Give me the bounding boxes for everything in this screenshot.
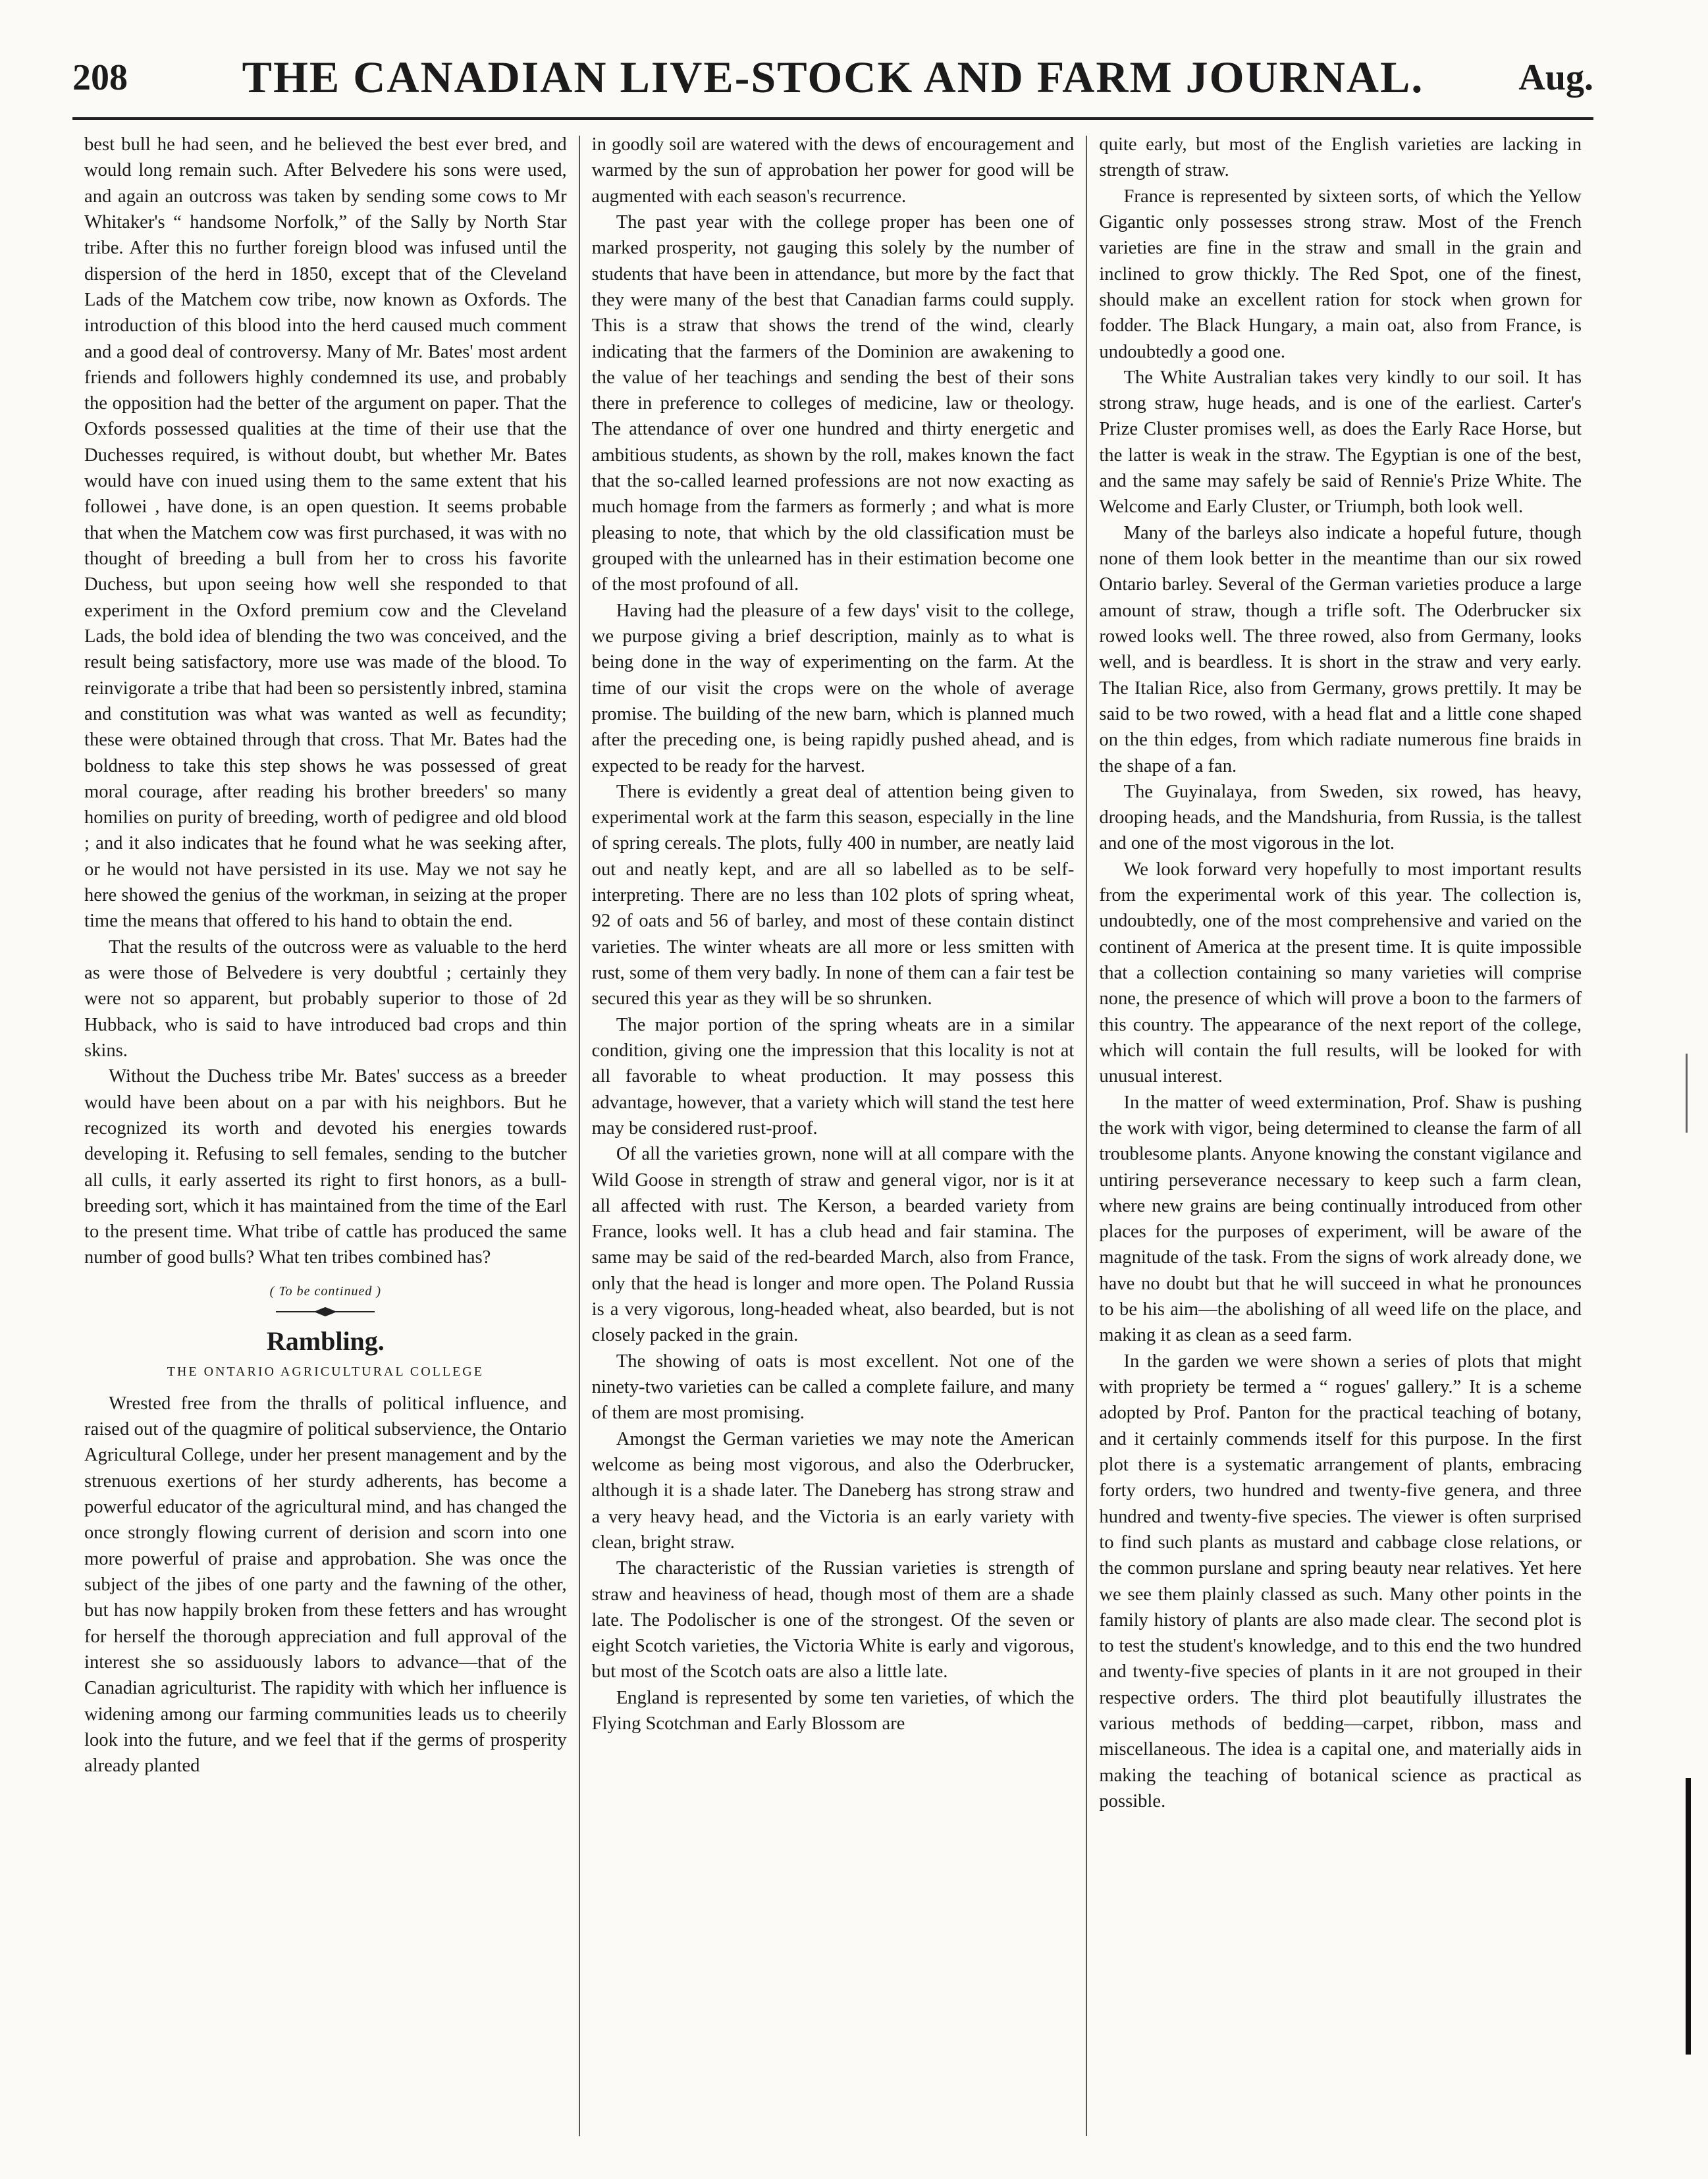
- paragraph: Without the Duchess tribe Mr. Bates' success as a breeder would have been about on a par with his neighbors. But he recognized its worth and devoted his energies towards developing it. Refusing to sell females, sending to the butcher all culls, it early asserted its right to first honors, as a bull-breeding sort, which it has maintained from the time of the Earl to the present time. What tribe of cattle has produced the same number of good bulls? What ten tribes combined has?: [84, 1066, 567, 1268]
- journal-title: THE CANADIAN LIVE-STOCK AND FARM JOURNAL.: [242, 52, 1424, 102]
- paragraph: Many of the barleys also indicate a hopeful future, though none of them look better in the meantime than our six rowed Ontario barley. Several of the German varieties produce a large amount of straw, though a trifle soft. The Oderbrucker six rowed looks well. The three rowed, also from Germany, looks well, and is beardless. It is short in the straw and very early. The Italian Rice, also from Germany, grows prettily. It may be said to be two rowed, with a head flat and a little cone shaped on the thin edges, from which radiate numerous fine braids in the shape of a fan.: [1099, 522, 1582, 776]
- paragraph: Amongst the German varieties we may note the American welcome as being most vigorous, and also the Oderbrucker, although it is a shade later. The Daneberg has strong straw and a very heavy head, and the Victoria is an early variety with clean, bright straw.: [591, 1428, 1075, 1553]
- page-header: [72, 45, 1593, 117]
- paragraph: England is represented by some ten varieties, of which the Flying Scotchman and Early Blossom are: [591, 1687, 1075, 1735]
- paragraph: The showing of oats is most excellent. Not one of the ninety-two varieties can be called a complete failure, and many of them are most promising.: [591, 1351, 1075, 1424]
- column-2: [580, 132, 1086, 2140]
- paragraph: France is represented by sixteen sorts, of which the Yellow Gigantic only possesses strong straw. Most of the French varieties are fine in the straw and small in the grain and inclined to grow thickly. The Red Spot, one of the finest, should make an excellent ration for stock when grown for fodder. The Black Hungary, a main oat, also from France, is undoubtedly a good one.: [1099, 186, 1582, 362]
- paragraph: We look forward very hopefully to most important results from the experimental work of this year. The collection is, undoubtedly, one of the most comprehensive and varied on the continent of America at the present time. It is quite impossible that a collection containing so many varieties will comprise none, the presence of which will prove a boon to the farmers of this country. The appearance of the next report of the college, which will contain the full results, will be looked for with unusual interest.: [1099, 859, 1582, 1087]
- paragraph: The White Australian takes very kindly to our soil. It has strong straw, huge heads, and is one of the earliest. Carter's Prize Cluster promises well, as does the Early Race Horse, but the latter is weak in the straw. The Egyptian is one of the best, and the same may safely be said of Rennie's Prize White. The Welcome and Early Cluster, or Triumph, both look well.: [1099, 367, 1582, 518]
- continued-note: ( To be continued ): [269, 1283, 382, 1299]
- scan-edge-mark: [1686, 1778, 1691, 2055]
- issue-month: Aug.: [1518, 57, 1593, 98]
- page-number: 208: [72, 57, 128, 98]
- paragraph: quite early, but most of the English varieties are lacking in strength of straw.: [1099, 134, 1582, 181]
- paragraph: The past year with the college proper has been one of marked prosperity, not gauging this solely by the number of students that have been in attendance, but more by the fact that they were many of the best that Canadian farms could supply. This is a straw that shows the trend of the wind, clearly indicating that the farmers of the Dominion are awakening to the value of her teachings and sending the best of their sons there in preference to colleges of medicine, law or theology. The attendance of over one hundred and thirty energetic and ambitious students, as shown by the roll, makes known the fact that the so-called learned professions are not now exacting as much homage from the farmers as formerly ; and what is more pleasing to note, that which by the old classification must be grouped with the unlearned has in their estimation become one of the most profound of all.: [591, 211, 1075, 595]
- column-3: [1087, 132, 1593, 2140]
- paragraph: The major portion of the spring wheats are in a similar condition, giving one the impression that this locality is not at all favorable to wheat production. It may possess this advantage, however, that a variety which will stand the test here may be considered rust-proof.: [591, 1014, 1075, 1139]
- paragraph: That the results of the outcross were as valuable to the herd as were those of Belvedere is very doubtful ; certainly they were not so apparent, but probably superior to those of 2d Hubback, who is said to have introduced bad crops and thin skins.: [84, 936, 567, 1061]
- header-rule: [72, 117, 1593, 120]
- paragraph: In the garden we were shown a series of plots that might with propriety be termed a “ rogues' gallery.” It is a scheme adopted by Prof. Panton for the practical teaching of botany, and it certainly commends itself for this purpose. In the first plot there is a systematic arrangement of plants, embracing forty orders, two hundred and twenty-five genera, and three hundred and twenty-five species. The viewer is often surprised to find such plants as mustard and cabbage close relations, or the common purslane and spring beauty near relatives. Yet here we see them plainly classed as such. Many other points in the family history of plants are also made clear. The second plot is to test the student's knowledge, and to this end the two hundred and twenty-five species of plants in it are not grouped in their respective orders. The third plot beautifully illustrates the various methods of bedding—carpet, ribbon, mass and miscellaneous. The idea is a capital one, and materially aids in making the teaching of botanical science as practical as possible.: [1099, 1351, 1582, 1812]
- ornament-divider: [276, 1307, 375, 1316]
- paragraph: There is evidently a great deal of attention being given to experimental work at the farm this season, especially in the line of spring cereals. The plots, fully 400 in number, are neatly laid out and neatly kept, and are all so labelled as to be self-interpreting. There are no less than 102 plots of spring wheat, 92 of oats and 56 of barley, and most of these contain distinct varieties. The winter wheats are all more or less smitten with rust, some of them very badly. In none of them can a fair test be secured this year as they will be so shrunken.: [591, 781, 1075, 1009]
- paragraph: The characteristic of the Russian varieties is strength of straw and heaviness of head, though most of them are a shade late. The Podolischer is one of the strongest. Of the seven or eight Scotch varieties, the Victoria White is early and vigorous, but most of the Scotch oats are also a little late.: [591, 1558, 1075, 1682]
- paragraph: best bull he had seen, and he believed the best ever bred, and would long remain such. After Belvedere his sons were used, and again an outcross was taken by sending some cows to Mr Whitaker's “ handsome Norfolk,” of the Sally by North Star tribe. After this no further foreign blood was infused until the dispersion of the herd in 1850, except that of the Cleveland Lads of the Matchem cow tribe, now known as Oxfords. The introduction of this blood into the herd caused much comment and a good deal of controversy. Many of Mr. Bates' most ardent friends and followers highly condemned its use, and probably the opposition had the better of the argument on paper. That the Oxfords possessed qualities at the time of their use that the Duchesses required, is without doubt, but whether Mr. Bates would have con inued using them to the same extent that his followei , have done, is an open question. It seems probable that when the Matchem cow was first purchased, it was with no thought of breeding a bull from her to cross his favorite Duchess, but upon seeing how well she responded to that experiment in the Oxford premium cow and the Cleveland Lads, the bold idea of blending the two was conceived, and the result being satisfactory, more use was made of the blood. To reinvigorate a tribe that had been so persistently inbred, stamina and constitution was what was wanted as well as fecundity; these were obtained through that cross. That Mr. Bates had the boldness to take this step shows he was possessed of great moral courage, after reading his brother breeders' so many homilies on purity of breeding, worth of pedigree and old blood ; and it also indicates that he found what he was seeking after, or he would not have persisted in its use. May we not say he here showed the genius of the workman, in seizing at the proper time the means that offered to his hand to obtain the end.: [84, 134, 567, 932]
- paragraph: In the matter of weed extermination, Prof. Shaw is pushing the work with vigor, being determined to cleanse the farm of all troublesome plants. Anyone knowing the constant vigilance and untiring perseverance necessary to keep such a farm clean, where new grains are being continually introduced from other places for the purposes of experiment, will be aware of the magnitude of the task. From the signs of work already done, we have no doubt but that he will succeed in what he pronounces to be his aim—the abolishing of all weed life on the place, and making it as clean as a seed farm.: [1099, 1092, 1582, 1346]
- paragraph: Having had the pleasure of a few days' visit to the college, we purpose giving a brief description, mainly as to what is being done in the way of experimenting on the farm. At the time of our visit the crops were on the whole of average promise. The building of the new barn, which is planned much after the preceding one, is being rapidly pushed ahead, and is expected to be ready for the harvest.: [591, 600, 1075, 776]
- column-1: [72, 132, 579, 2140]
- paragraph: Of all the varieties grown, none will at all compare with the Wild Goose in strength of straw and general vigor, nor is it at all affected with rust. The Kerson, a bearded variety from France, looks well. It has a club head and fair stamina. The same may be said of the red-bearded March, also from France, only that the head is longer and more open. The Poland Russia is a very vigorous, long-headed wheat, also bearded, but is not closely packed in the grain.: [591, 1144, 1075, 1346]
- article-columns: [72, 132, 1593, 2140]
- paragraph: The Guyinalaya, from Sweden, six rowed, has heavy, drooping heads, and the Mandshuria, from Russia, is the tallest and one of the most vigorous in the lot.: [1099, 781, 1582, 854]
- paragraph: Wrested free from the thralls of political influence, and raised out of the quagmire of political subservience, the Ontario Agricultural College, under her present management and by the strenuous exertions of her sturdy adherents, has become a powerful educator of the agricultural mind, and has changed the once strongly flowing current of derision and scorn into one more powerful of praise and approbation. She was once the subject of the jibes of one party and the fawning of the other, but has now happily broken from these fetters and has wrought for herself the thorough appreciation and full approval of the interest she so assiduously labors to advance—that of the Canadian agriculturist. The rapidity with which her influence is widening among our farming communities leads us to cheerily look into the future, and we feel that if the germs of prosperity already planted: [84, 1393, 567, 1777]
- section-title: Rambling.: [266, 1326, 385, 1357]
- scan-edge-mark: [1686, 1054, 1688, 1133]
- paragraph: in goodly soil are watered with the dews of encouragement and warmed by the sun of approbation her power for good will be augmented with each season's recurrence.: [591, 134, 1075, 207]
- section-subhead: THE ONTARIO AGRICULTURAL COLLEGE: [167, 1364, 484, 1380]
